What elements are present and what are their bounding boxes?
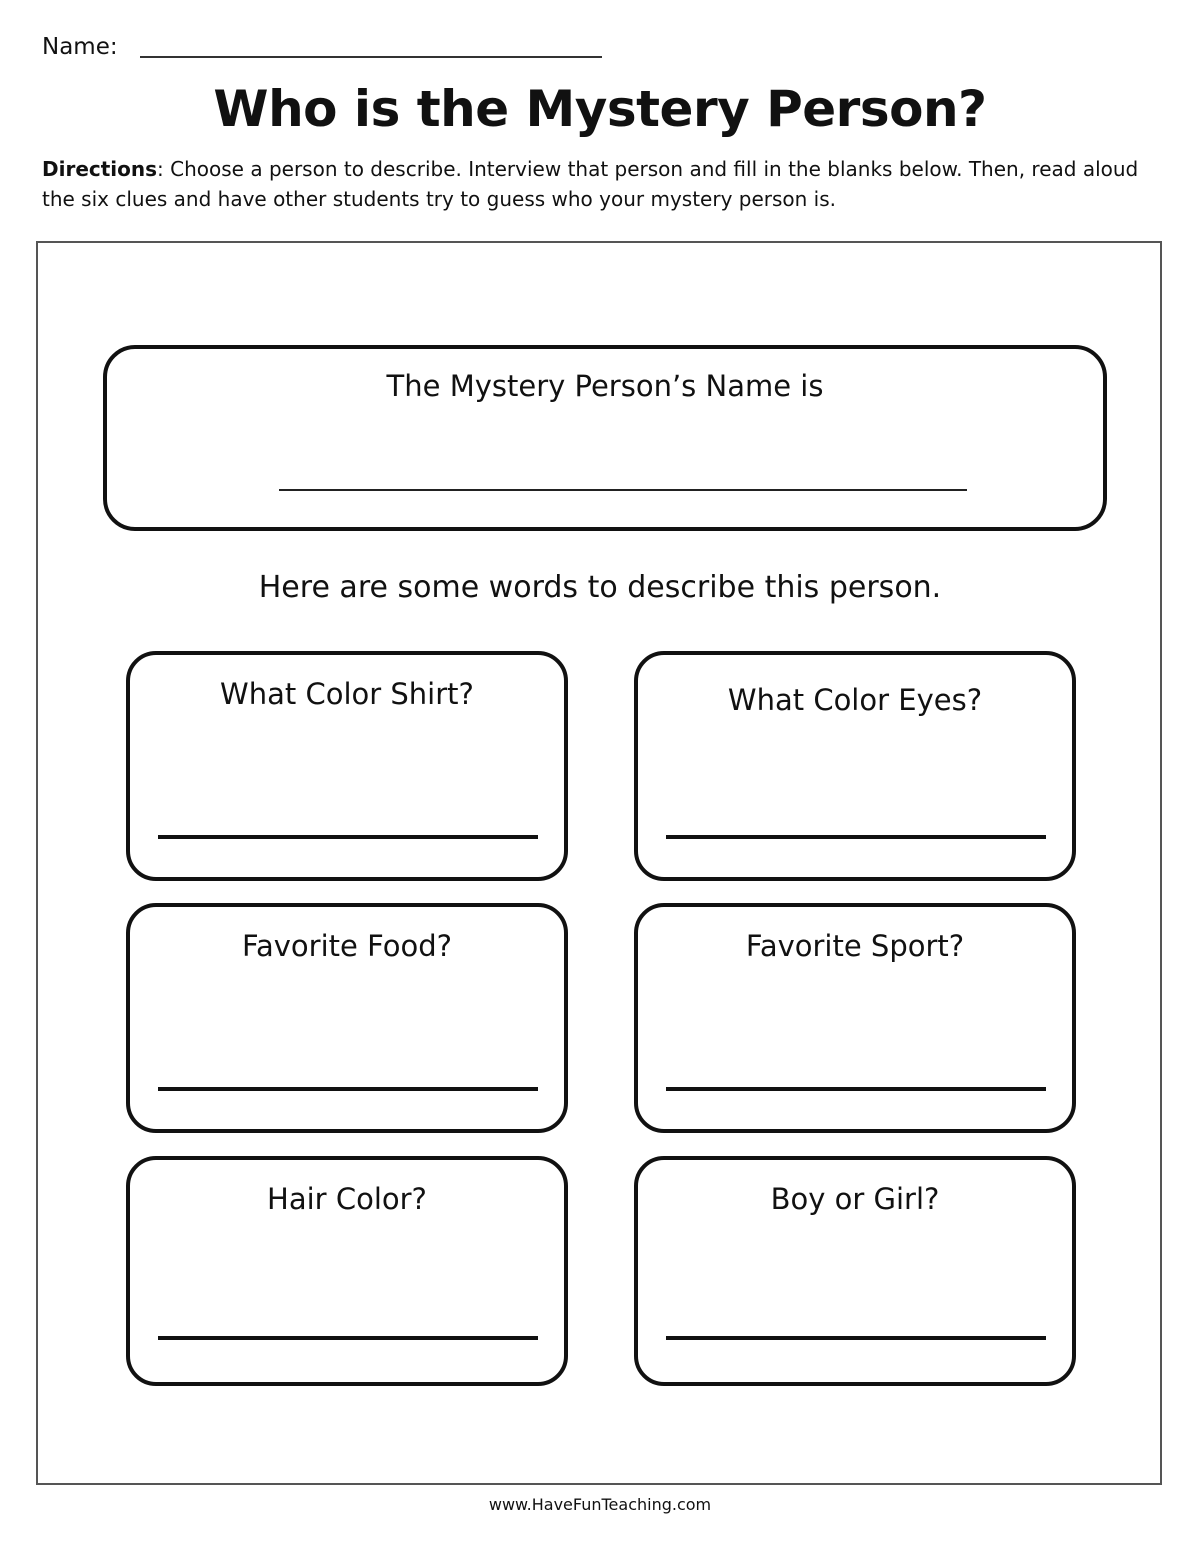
footer-url: www.HaveFunTeaching.com <box>488 1495 712 1514</box>
mystery-name-label: The Mystery Person’s Name is <box>386 369 824 403</box>
clue-card-boy-or-girl <box>634 1156 1076 1386</box>
clue-card-shirt-color <box>126 651 568 881</box>
clue-card-label: Favorite Food? <box>241 929 453 963</box>
clue-card-blank-line[interactable] <box>158 1336 538 1340</box>
directions-text: : Choose a person to describe. Interview that person and fill in the blanks below. Then, read aloud the six clues and have other students try to guess who your mystery person is. <box>42 157 1139 211</box>
clue-card-label: Boy or Girl? <box>770 1182 940 1216</box>
clue-card-favorite-sport <box>634 903 1076 1133</box>
directions <box>42 154 1172 214</box>
page-title: Who is the Mystery Person? <box>213 80 987 138</box>
describe-heading: Here are some words to describe this person. <box>258 570 942 605</box>
directions-label: Directions <box>42 157 158 181</box>
clue-card-label: Hair Color? <box>267 1182 427 1216</box>
name-row <box>42 34 602 60</box>
clue-card-blank-line[interactable] <box>158 835 538 839</box>
clue-card-blank-line[interactable] <box>666 1087 1046 1091</box>
clue-card-blank-line[interactable] <box>666 835 1046 839</box>
clue-card-label: What Color Eyes? <box>727 683 983 717</box>
clue-card-label: Favorite Sport? <box>745 929 965 963</box>
name-blank-line[interactable] <box>140 56 602 58</box>
clue-card-eye-color <box>634 651 1076 881</box>
mystery-name-box <box>103 345 1107 531</box>
clue-card-blank-line[interactable] <box>666 1336 1046 1340</box>
clue-card-hair-color <box>126 1156 568 1386</box>
mystery-name-blank-line[interactable] <box>279 489 967 491</box>
clue-card-label: What Color Shirt? <box>220 677 474 711</box>
clue-card-favorite-food <box>126 903 568 1133</box>
clue-card-blank-line[interactable] <box>158 1087 538 1091</box>
name-label: Name: <box>42 34 118 60</box>
